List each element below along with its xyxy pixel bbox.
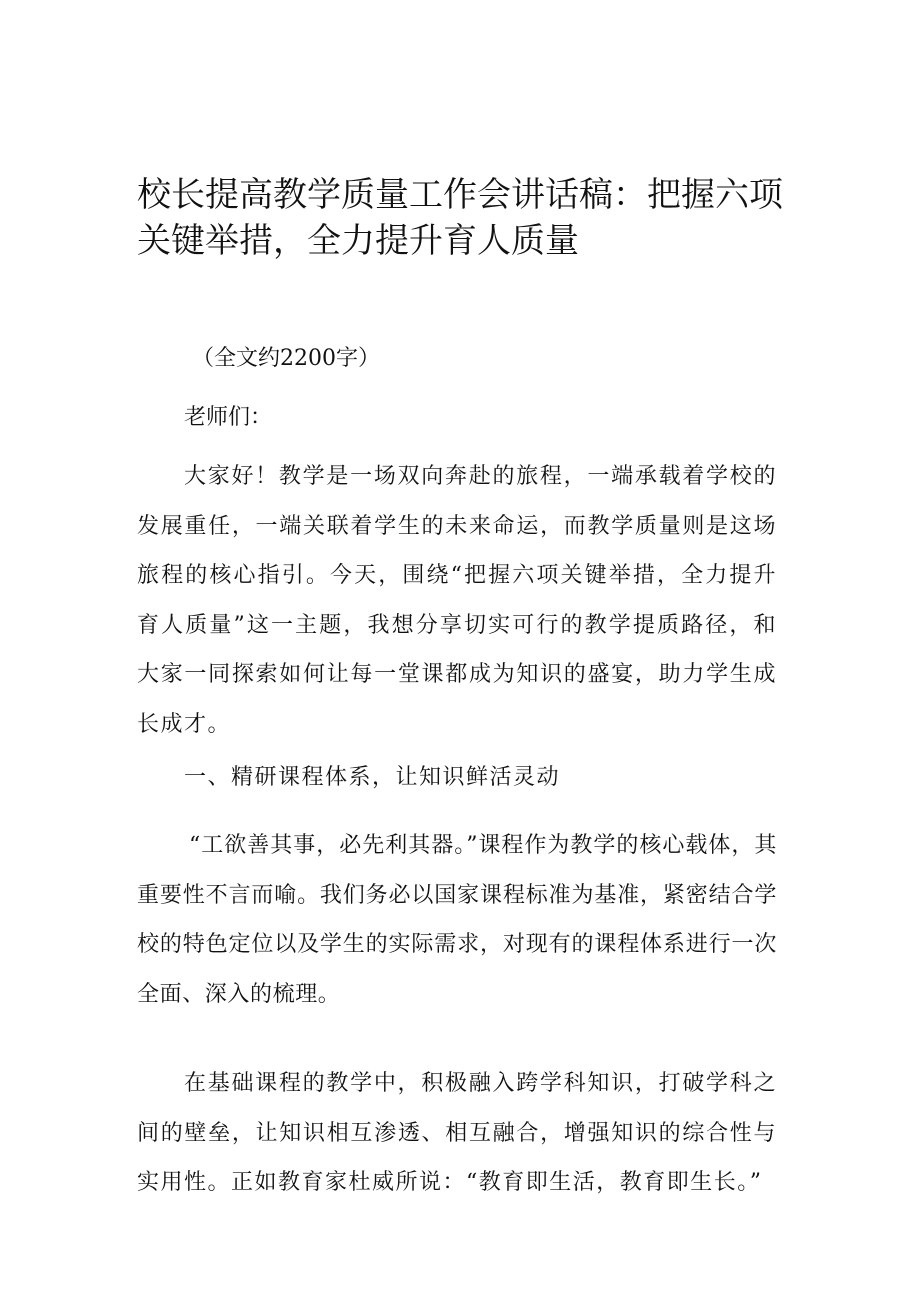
- document-title: 校长提高教学质量工作会讲话稿：把握六项关键举措，全力提升育人质量: [137, 175, 783, 261]
- paragraph-intro: 大家好！教学是一场双向奔赴的旅程，一端承载着学校的发展重任，一端关联着学生的未来命运，而教学质量则是这场旅程的核心指引。今天，围绕“把握六项关键举措，全力提升育人质量”这一主题，我想分享切实可行的教学提质路径，和大家一同探索如何让每一堂课都成为知识的盛宴，助力学生成长成才。: [137, 464, 777, 737]
- paragraph-interdisciplinary: 在基础课程的教学中，积极融入跨学科知识，打破学科之间的壁垒，让知识相互渗透、相互融合，增强知识的综合性与实用性。正如教育家杜威所说：“教育即生活，教育即生长。”: [137, 1071, 777, 1195]
- word-count-note: （全文约2200字）: [192, 346, 380, 371]
- salutation: 老师们：: [184, 405, 273, 430]
- paragraph-curriculum: “工欲善其事，必先利其器。”课程作为教学的核心载体，其重要性不言而喻。我们务必以国家课程标准为基准，紧密结合学校的特色定位以及学生的实际需求，对现有的课程体系进行一次全面、深入的梳理。: [137, 833, 777, 1007]
- section-heading-1: 一、精研课程体系，让知识鲜活灵动: [184, 765, 561, 790]
